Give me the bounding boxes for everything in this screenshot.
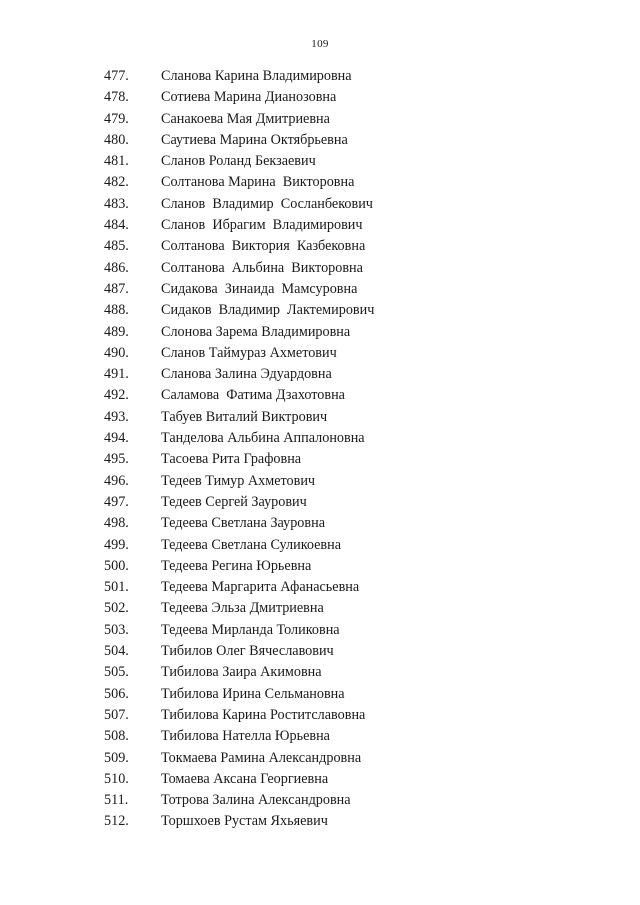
entry-name: Сланов Таймураз Ахметович: [161, 344, 337, 361]
list-item: [0, 811, 640, 832]
entry-number: 485.: [104, 238, 129, 255]
list-item: [0, 726, 640, 747]
list-item: [0, 151, 640, 172]
entry-name: Сидакова Зинаида Мамсуровна: [161, 280, 358, 297]
list-item: [0, 620, 640, 641]
entry-name: Тибилова Заира Акимовна: [161, 664, 322, 681]
entry-name: Тибилова Нателла Юрьевна: [161, 728, 330, 745]
entry-name: Саутиева Марина Октябрьевна: [161, 131, 348, 148]
entry-name: Тибилов Олег Вячеславович: [161, 643, 334, 660]
entry-number: 490.: [104, 344, 129, 361]
entry-name: Саламова Фатима Дзахотовна: [161, 387, 345, 404]
entry-number: 477.: [104, 68, 129, 84]
entry-name: Сланов Роланд Бекзаевич: [161, 153, 316, 170]
entry-number: 488.: [104, 302, 129, 319]
list-item: [0, 343, 640, 364]
entry-number: 493.: [104, 408, 129, 425]
entry-name: Тедеев Тимур Ахметович: [161, 472, 316, 489]
list-item: [0, 513, 640, 534]
entry-name: Тедеева Светлана Суликоевна: [161, 536, 342, 553]
entry-number: 486.: [104, 259, 129, 276]
entry-name: Слонова Зарема Владимировна: [161, 323, 351, 340]
entry-name: Тедеева Маргарита Афанасьевна: [161, 579, 360, 596]
list-item: [0, 279, 640, 300]
list-item: [0, 748, 640, 769]
entry-name: Солтанова Марина Викторовна: [161, 174, 355, 191]
entry-name: Сланов Владимир Сосланбекович: [161, 195, 373, 212]
entry-name: Танделова Альбина Аппалоновна: [161, 430, 365, 447]
entry-number: 479.: [104, 110, 129, 127]
entry-number: 495.: [104, 451, 129, 468]
list-item: [0, 385, 640, 406]
list-item: [0, 215, 640, 236]
entry-number: 512.: [104, 813, 129, 830]
entry-name: Сланов Ибрагим Владимирович: [161, 217, 363, 234]
list-item: [0, 87, 640, 108]
entry-name: Тедеева Мирланда Толиковна: [161, 621, 340, 638]
entry-name: Солтанова Альбина Викторовна: [161, 259, 363, 276]
entry-number: 487.: [104, 280, 129, 297]
entry-number: 491.: [104, 366, 129, 383]
entry-name: Тедеева Эльза Дмитриевна: [161, 600, 324, 617]
entry-number: 482.: [104, 174, 129, 191]
entry-number: 510.: [104, 770, 129, 787]
list-item: [0, 300, 640, 321]
list-item: [0, 577, 640, 598]
entry-name: Тедеев Сергей Заурович: [161, 493, 307, 510]
entry-name: Тедеева Регина Юрьевна: [161, 557, 312, 574]
entry-name: Сидаков Владимир Лактемирович: [161, 302, 375, 319]
list-item: [0, 790, 640, 811]
entry-number: 508.: [104, 728, 129, 745]
list-item: [0, 194, 640, 215]
entry-name: Тасоева Рита Графовна: [161, 451, 302, 468]
entry-number: 505.: [104, 664, 129, 681]
entry-name: Санакоева Мая Дмитриевна: [161, 110, 330, 127]
list-item: [0, 471, 640, 492]
entry-name: Сланова Карина Владимировна: [161, 68, 352, 84]
entry-name: Сотиева Марина Дианозовна: [161, 89, 337, 106]
list-item: [0, 662, 640, 683]
entry-number: 509.: [104, 749, 129, 766]
entry-name: Солтанова Виктория Казбековна: [161, 238, 366, 255]
list-item: [0, 535, 640, 556]
entry-name: Сланова Залина Эдуардовна: [161, 366, 332, 383]
entry-number: 498.: [104, 515, 129, 532]
entry-number: 489.: [104, 323, 129, 340]
page-number: 109: [311, 38, 329, 50]
list-item: [0, 428, 640, 449]
list-item: [0, 258, 640, 279]
entry-number: 507.: [104, 706, 129, 723]
entry-number: 481.: [104, 153, 129, 170]
entry-name: Торшхоев Рустам Яхьяевич: [161, 813, 328, 830]
list-item: [0, 598, 640, 619]
entry-name: Тотрова Залина Александровна: [161, 792, 351, 809]
list-item: [0, 641, 640, 662]
list-item: [0, 172, 640, 193]
entry-number: 497.: [104, 493, 129, 510]
entry-number: 496.: [104, 472, 129, 489]
entry-name: Токмаева Рамина Александровна: [161, 749, 362, 766]
entry-number: 484.: [104, 217, 129, 234]
list-item: [0, 769, 640, 790]
list-item: [0, 556, 640, 577]
list-item: [0, 492, 640, 513]
entry-number: 480.: [104, 131, 129, 148]
entry-number: 511.: [104, 792, 129, 809]
entry-number: 501.: [104, 579, 129, 596]
entry-number: 478.: [104, 89, 129, 106]
entry-number: 499.: [104, 536, 129, 553]
entry-number: 500.: [104, 557, 129, 574]
entry-name: Тедеева Светлана Зауровна: [161, 515, 325, 532]
entry-number: 503.: [104, 621, 129, 638]
list-item: [0, 449, 640, 470]
list-item: [0, 130, 640, 151]
list-item: [0, 109, 640, 130]
entry-name: Тибилова Карина Роститславовна: [161, 706, 366, 723]
entry-name: Тибилова Ирина Сельмановна: [161, 685, 345, 702]
entry-name: Табуев Виталий Виктрович: [161, 408, 328, 425]
entry-number: 492.: [104, 387, 129, 404]
entry-number: 502.: [104, 600, 129, 617]
list-item: [0, 684, 640, 705]
list-item: [0, 236, 640, 257]
list-item: [0, 705, 640, 726]
list-item: [0, 66, 640, 87]
list-item: [0, 322, 640, 343]
entry-number: 504.: [104, 643, 129, 660]
entry-name: Томаева Аксана Георгиевна: [161, 770, 329, 787]
entry-number: 506.: [104, 685, 129, 702]
list-item: [0, 407, 640, 428]
entry-number: 483.: [104, 195, 129, 212]
entry-list: [0, 66, 640, 833]
entry-number: 494.: [104, 430, 129, 447]
list-item: [0, 364, 640, 385]
